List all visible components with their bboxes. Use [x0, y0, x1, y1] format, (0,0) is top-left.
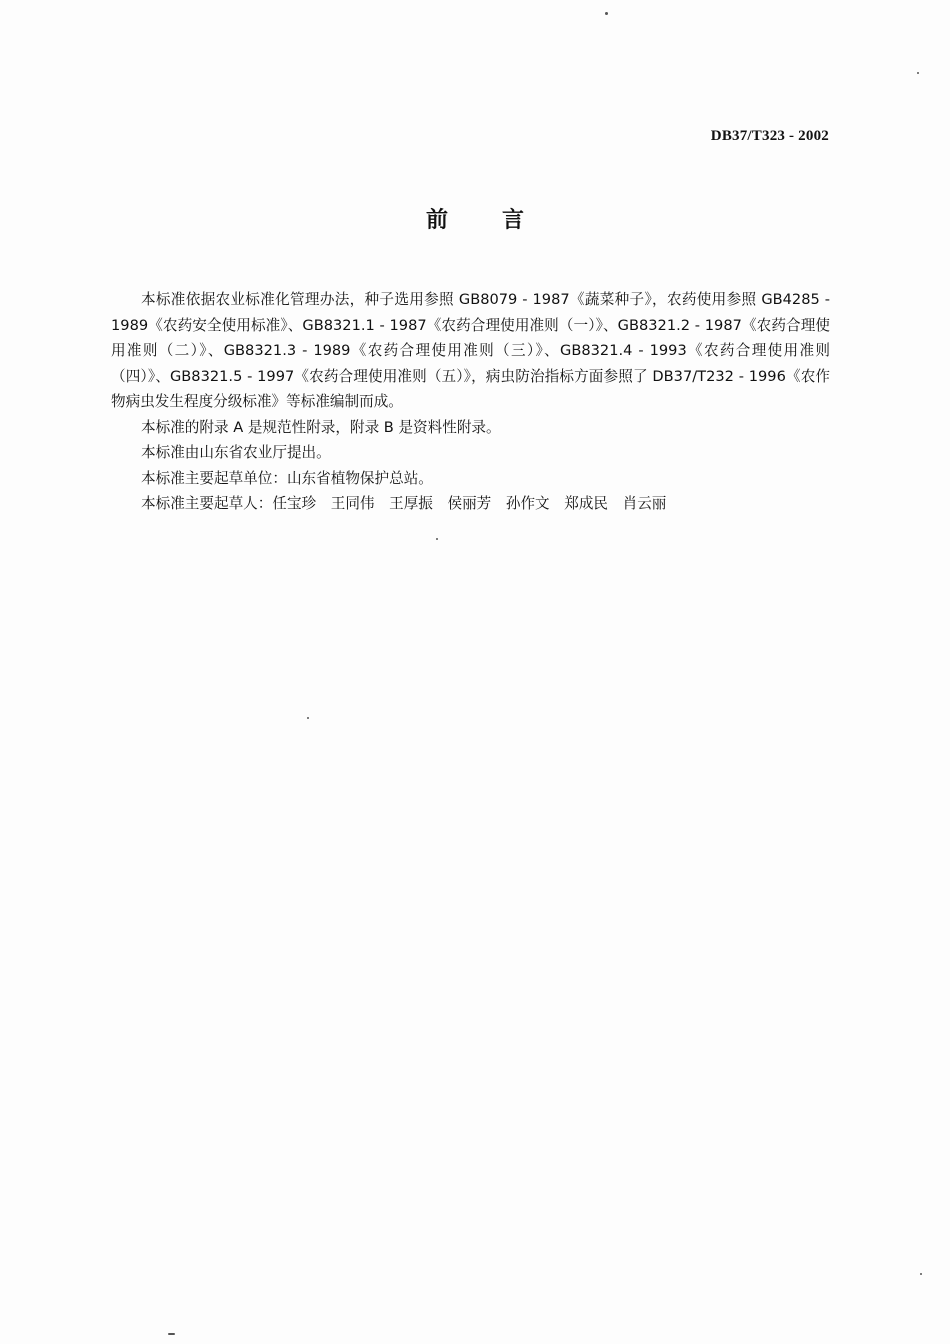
page-title: 前言	[425, 208, 578, 233]
document-code: DB37/T323 - 2002	[710, 128, 829, 144]
paragraph-proposer: 本标准由山东省农业厅提出。	[141, 444, 331, 461]
scan-speck	[917, 72, 919, 74]
scan-speck	[307, 717, 309, 719]
scan-speck	[605, 12, 608, 15]
paragraph-appendix: 本标准的附录 A 是规范性附录，附录 B 是资料性附录。	[141, 418, 501, 436]
scan-speck	[168, 1333, 175, 1335]
paragraph-references: 本标准依据农业标准化管理办法，种子选用参照 GB8079 - 1987《蔬菜种子》，农药使用参照 GB4285 - 1989《农药安全使用标准》、GB8321.1 - 1987《农药合理使用准则（一）》、GB8321.2 - 1987《农药合理使用准则（二）》、GB8321.3 - 1989《农药合理使用准则（三）》、GB8321.4 - 1993《农药合理使用准则（四）》、GB8321.5 - 1997《农药合理使用准则（五）》，病虫防治指标方面参照了 DB37/T232 - 1996《农作物病虫发生程度分级标准》等标准编制而成。	[111, 291, 830, 410]
scan-speck	[920, 1273, 922, 1275]
paragraph-drafting-unit: 本标准主要起草单位：山东省植物保护总站。	[141, 469, 433, 487]
preface-body	[111, 287, 830, 517]
paragraph-drafters: 本标准主要起草人：任宝珍 王同伟 王厚振 侯丽芳 孙作文 郑成民 肖云丽	[141, 495, 667, 512]
scan-speck	[436, 538, 438, 540]
